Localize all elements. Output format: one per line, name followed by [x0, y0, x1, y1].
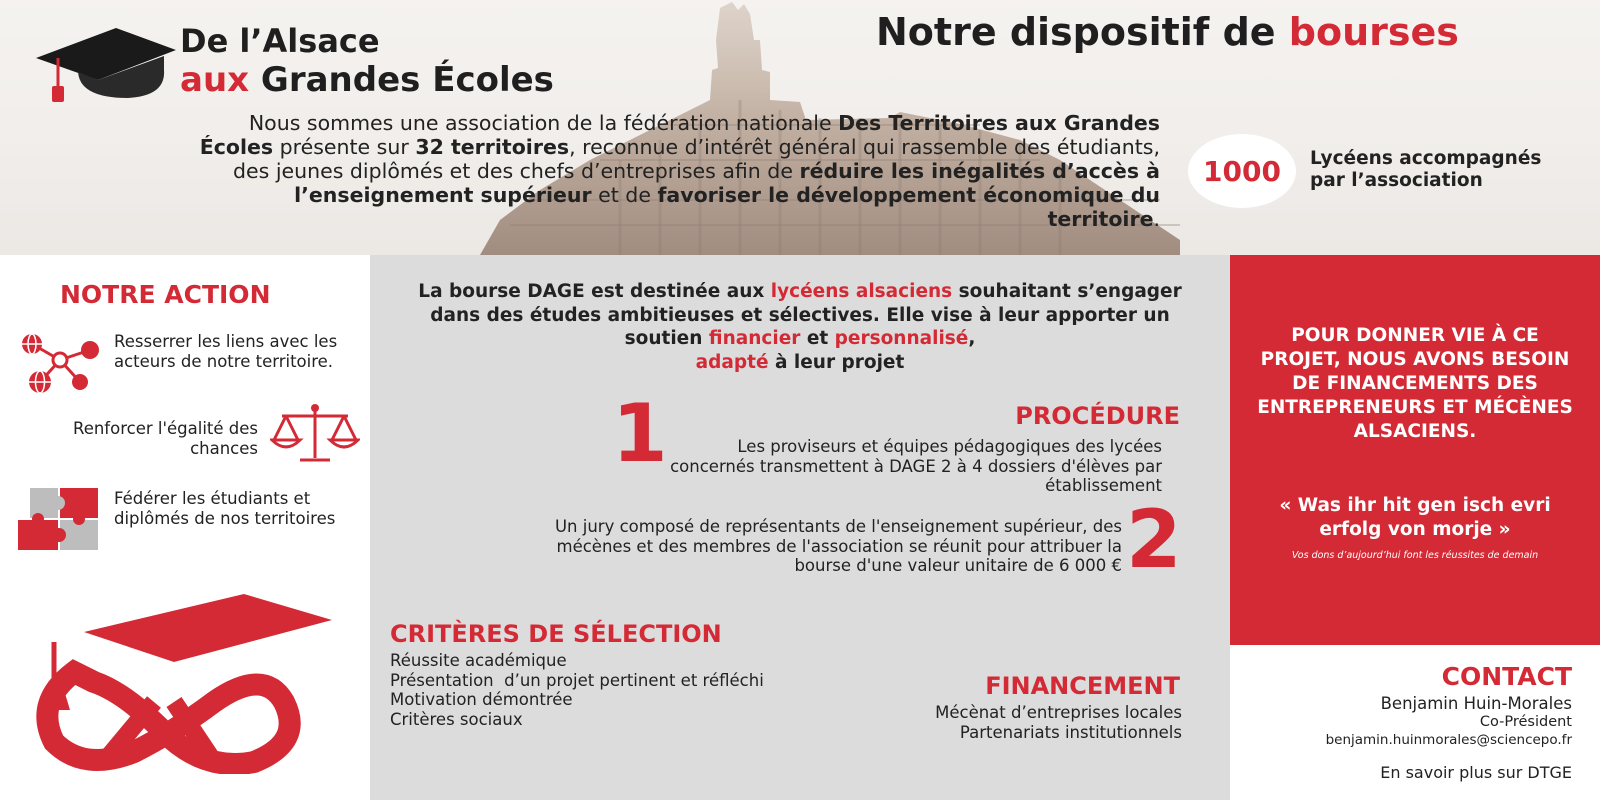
intro-text: .	[1153, 207, 1160, 231]
contact-role: Co-Président	[1479, 714, 1572, 730]
bourse-personnalise: personnalisé	[834, 328, 969, 349]
list-item: Critères sociaux	[390, 709, 523, 729]
intro-text: et de	[591, 183, 658, 207]
action-item-egalite: Renforcer l'égalité des chances	[72, 419, 258, 458]
intro-text: Nous sommes une association de la fédération nationale	[248, 111, 839, 135]
step2-number: 2	[1126, 493, 1182, 586]
title-prefix: Notre dispositif de	[876, 10, 1289, 54]
financement-list	[860, 703, 1182, 742]
list-item: Présentation d’un projet pertinent et réfléchi	[390, 670, 764, 690]
action-item-federer: Fédérer les étudiants et diplômés de nos territoires	[114, 489, 336, 528]
learn-more-link[interactable]: En savoir plus sur DTGE	[1380, 763, 1572, 782]
intro-federation: Des Territoires aux Grandes Écoles	[199, 111, 1160, 159]
bourse-text: ,	[968, 328, 976, 349]
title-bourses: bourses	[1288, 10, 1459, 54]
list-item: Partenariats institutionnels	[959, 722, 1182, 742]
quote-translation: Vos dons d’aujourd’hui font les réussites de demain	[1291, 550, 1539, 561]
puzzle-icon	[18, 488, 100, 550]
logo-line2	[180, 60, 554, 100]
network-globe-icon	[18, 330, 104, 396]
bourse-description	[400, 280, 1200, 374]
scales-icon	[270, 402, 360, 466]
intro-paragraph	[180, 111, 1160, 231]
list-item: Mécènat d’entreprises locales	[935, 703, 1182, 722]
bourse-text: et	[800, 328, 835, 349]
bourse-lyceens: lycéens alsaciens	[770, 281, 953, 302]
contact-email-link[interactable]: benjamin.huinmorales@sciencepo.fr	[1325, 732, 1572, 748]
list-item: Réussite académique	[390, 651, 567, 670]
contact-title: CONTACT	[1441, 662, 1572, 691]
contact-name: Benjamin Huin-Morales	[1380, 694, 1572, 713]
intro-territories: 32 territoires	[415, 135, 570, 159]
criteria-list	[390, 651, 870, 729]
appeal-panel	[1230, 255, 1600, 645]
criteria-title: CRITÈRES DE SÉLECTION	[390, 620, 722, 648]
bourse-text: souhaitant s’engager dans des études ambitieuses et sélectives. Elle vise à leur apporter un soutien	[430, 281, 1182, 349]
step2-text: Un jury composé de représentants de l'enseignement supérieur, des mécènes et des membres de l'association se réunit pour attribuer la bourse d'une valeur unitaire de 6 000 €	[554, 517, 1122, 575]
hero-banner	[0, 0, 1600, 255]
financement-title: FINANCEMENT	[985, 672, 1180, 700]
step1-number: 1	[612, 387, 668, 480]
pretzel-cap-logo-icon	[14, 592, 332, 774]
procedure-title: PROCÉDURE	[1015, 402, 1180, 430]
step1-text: Les proviseurs et équipes pédagogiques des lycées concernés transmettent à DAGE 2 à 4 dossiers d'élèves par établissement	[670, 437, 1162, 495]
intro-text: , reconnue d’intérêt général qui rassemble des étudiants, des jeunes diplômés et des chefs d’entreprises afin de	[233, 135, 1160, 183]
bourse-text: La bourse DAGE est destinée aux	[418, 281, 771, 302]
logo-grandes-ecoles: Grandes Écoles	[249, 60, 554, 100]
bourse-financier: financier	[708, 328, 801, 349]
action-title: NOTRE ACTION	[60, 280, 271, 309]
bourse-adapte: adapté	[695, 351, 769, 373]
stat-value: 1000	[1188, 134, 1296, 208]
stat-label: Lycéens accompagnés par l’association	[1310, 148, 1542, 191]
logo-aux: aux	[180, 60, 250, 100]
alsatian-quote: « Was ihr hit gen isch evri erfolg von morje »	[1279, 495, 1551, 540]
logo-line1: De l’Alsace	[180, 22, 380, 60]
intro-goal1: réduire les inégalités d’accès à l’enseignement supérieur	[294, 159, 1160, 207]
page-title	[876, 10, 1459, 54]
action-item-liens: Resserrer les liens avec les acteurs de notre territoire.	[114, 332, 338, 371]
appeal-text: POUR DONNER VIE À CE PROJET, NOUS AVONS BESOIN DE FINANCEMENTS DES ENTREPRENEURS ET MÉCÈNES ALSACIENS.	[1257, 325, 1573, 442]
intro-goal2: favoriser le développement économique du territoire	[657, 183, 1160, 231]
list-item: Motivation démontrée	[390, 690, 573, 709]
graduation-cap-icon	[36, 18, 176, 108]
intro-text: présente sur	[273, 135, 416, 159]
bourse-text: à leur projet	[768, 351, 905, 373]
